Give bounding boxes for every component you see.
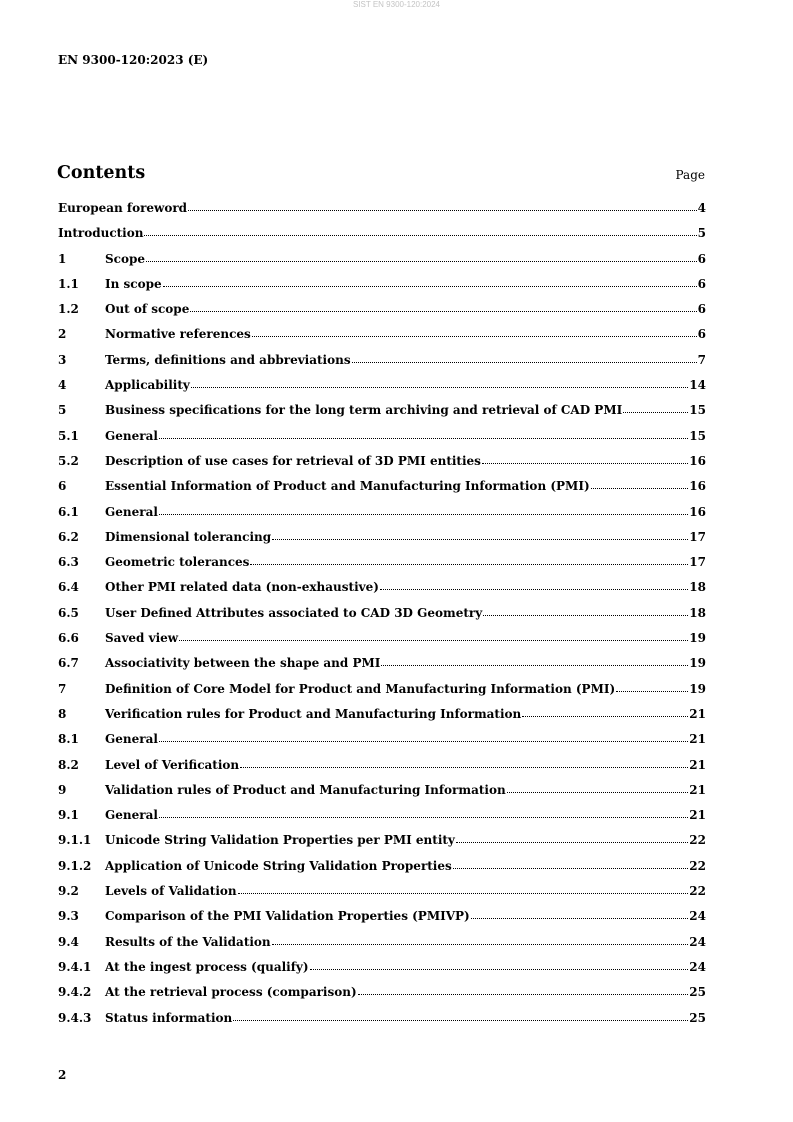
toc-leader-dots: [471, 917, 689, 919]
toc-leader-dots: [240, 766, 688, 768]
toc-entry-title: Definition of Core Model for Product and Manufacturing Information (PMI): [105, 681, 616, 696]
toc-entry-number: 9: [58, 782, 67, 797]
toc-entry[interactable]: [58, 479, 706, 504]
toc-leader-dots: [591, 487, 689, 489]
toc-entry-number: 7: [58, 681, 67, 696]
toc-entry-title: European foreword: [58, 201, 188, 215]
toc-leader-dots: [163, 285, 697, 287]
toc-entry-title: User Defined Attributes associated to CAD 3D Geometry: [105, 605, 483, 620]
toc-entry[interactable]: [58, 732, 706, 757]
toc-entry-title: Applicability: [105, 378, 190, 393]
toc-entry-number: 8.2: [58, 757, 79, 772]
toc-entry-number: 9.4.3: [58, 1010, 92, 1025]
toc-entry-title: Out of scope: [105, 302, 190, 317]
toc-leader-dots: [483, 614, 688, 616]
toc-leader-dots: [522, 715, 688, 717]
toc-entry-title: Results of the Validation: [105, 934, 271, 949]
toc-leader-dots: [456, 841, 688, 843]
toc-entry-page: 19: [689, 631, 706, 646]
toc-entry-number: 5.1: [58, 428, 79, 443]
toc-entry-title: Status information: [105, 1010, 233, 1025]
toc-entry-page: 24: [689, 959, 706, 974]
toc-entry-title: Introduction: [58, 226, 144, 241]
toc-entry-number: 9.2: [58, 884, 79, 899]
toc-entry[interactable]: [58, 884, 706, 909]
contents-title: Contents: [57, 163, 146, 183]
toc-entry-title: Other PMI related data (non-exhaustive): [105, 580, 379, 595]
page-column-label: Page: [675, 168, 705, 182]
toc-entry-number: 8: [58, 706, 67, 721]
toc-entry-number: 9.4.1: [58, 959, 92, 974]
toc-leader-dots: [146, 260, 697, 262]
toc-entry-page: 4: [697, 201, 706, 215]
toc-entry-title: Business specifications for the long term archiving and retrieval of CAD PMI: [105, 403, 623, 418]
toc-entry-page: 16: [689, 479, 706, 494]
toc-entry[interactable]: [58, 631, 706, 656]
toc-leader-dots: [250, 563, 688, 565]
toc-entry-number: 3: [58, 352, 67, 367]
toc-entry-number: 9.3: [58, 909, 79, 924]
toc-leader-dots: [272, 943, 689, 945]
toc-entry-number: 5.2: [58, 453, 79, 468]
toc-entry-title: Geometric tolerances: [105, 555, 250, 570]
toc-entry[interactable]: [58, 606, 706, 631]
toc-entry-title: Saved view: [105, 631, 179, 646]
toc-entry-title: Terms, definitions and abbreviations: [105, 352, 351, 367]
toc-entry[interactable]: [58, 758, 706, 783]
toc-entry-title: Verification rules for Product and Manufacturing Information: [105, 706, 522, 721]
toc-entry-number: 9.4.2: [58, 985, 92, 1000]
toc-entry[interactable]: [58, 353, 706, 378]
toc-entry-number: 8.1: [58, 732, 79, 747]
toc-entry-page: 22: [689, 833, 706, 848]
toc-entry[interactable]: [58, 707, 706, 732]
toc-entry-number: 6.1: [58, 504, 79, 519]
toc-leader-dots: [453, 867, 689, 869]
toc-entry-page: 6: [697, 302, 706, 317]
toc-entry-page: 22: [689, 858, 706, 873]
toc-entry-page: 17: [689, 529, 706, 544]
toc-leader-dots: [179, 639, 688, 641]
toc-entry[interactable]: [58, 783, 706, 808]
toc-entry-number: 9.1: [58, 808, 79, 823]
toc-entry-number: 1.2: [58, 302, 79, 317]
toc-entry-page: 25: [689, 1010, 706, 1025]
toc-entry-page: 15: [689, 403, 706, 418]
toc-entry-page: 14: [689, 378, 706, 393]
toc-entry-page: 21: [689, 808, 706, 823]
toc-leader-dots: [310, 968, 689, 970]
toc-entry-title: At the retrieval process (comparison): [105, 985, 357, 1000]
toc-leader-dots: [507, 791, 689, 793]
toc-entry-title: General: [105, 504, 158, 519]
toc-entry[interactable]: [58, 226, 706, 251]
toc-entry[interactable]: [58, 656, 706, 681]
toc-entry-title: Associativity between the shape and PMI: [105, 656, 381, 671]
toc-entry-page: 16: [689, 504, 706, 519]
toc-entry-number: 6: [58, 479, 67, 494]
toc-entry-title: Comparison of the PMI Validation Properties (PMIVP): [105, 909, 470, 924]
toc-entry[interactable]: [58, 454, 706, 479]
toc-entry-number: 9.1.1: [58, 833, 92, 848]
toc-entry-number: 9.4: [58, 934, 79, 949]
toc-entry[interactable]: [58, 327, 706, 352]
toc-leader-dots: [358, 993, 689, 995]
toc-entry[interactable]: [58, 277, 706, 302]
toc-entry[interactable]: [58, 909, 706, 934]
toc-entry[interactable]: [58, 833, 706, 858]
toc-entry-title: Levels of Validation: [105, 884, 237, 899]
toc-leader-dots: [159, 816, 688, 818]
toc-entry-title: Scope: [105, 251, 146, 266]
toc-entry-page: 15: [689, 428, 706, 443]
toc-entry[interactable]: [58, 808, 706, 833]
toc-entry-title: Description of use cases for retrieval of 3D PMI entities: [105, 453, 481, 468]
toc-entry-title: General: [105, 732, 158, 747]
toc-entry[interactable]: [58, 505, 706, 530]
toc-entry-page: 21: [689, 732, 706, 747]
toc-entry[interactable]: [58, 530, 706, 555]
toc-entry-page: 21: [689, 757, 706, 772]
toc-entry[interactable]: [58, 1011, 706, 1036]
toc-entry-title: Unicode String Validation Properties per PMI entity: [105, 833, 455, 848]
toc-leader-dots: [238, 892, 689, 894]
toc-entry[interactable]: [58, 201, 706, 226]
table-of-contents: [58, 201, 706, 1036]
toc-entry-title: At the ingest process (qualify): [105, 959, 309, 974]
toc-leader-dots: [159, 513, 688, 515]
toc-entry-page: 22: [689, 884, 706, 899]
toc-entry-page: 7: [697, 352, 706, 367]
toc-leader-dots: [144, 234, 696, 236]
toc-entry[interactable]: [58, 378, 706, 403]
toc-entry-page: 21: [689, 782, 706, 797]
toc-entry-number: 6.3: [58, 555, 79, 570]
toc-entry-page: 25: [689, 985, 706, 1000]
page-number: 2: [58, 1068, 67, 1082]
toc-entry-title: Normative references: [105, 327, 251, 342]
toc-entry-page: 6: [697, 276, 706, 291]
toc-leader-dots: [482, 462, 688, 464]
toc-entry[interactable]: [58, 429, 706, 454]
toc-entry-title: In scope: [105, 276, 162, 291]
toc-entry-title: Essential Information of Product and Manufacturing Information (PMI): [105, 479, 590, 494]
toc-leader-dots: [188, 209, 697, 211]
toc-entry-number: 6.6: [58, 631, 79, 646]
toc-entry-title: Validation rules of Product and Manufacturing Information: [105, 782, 506, 797]
toc-entry-page: 6: [697, 251, 706, 266]
document-id: EN 9300-120:2023 (E): [58, 53, 209, 67]
toc-entry-number: 2: [58, 327, 67, 342]
toc-entry-title: Application of Unicode String Validation Properties: [105, 858, 452, 873]
toc-leader-dots: [252, 335, 697, 337]
toc-entry-number: 6.5: [58, 605, 79, 620]
toc-entry[interactable]: [58, 935, 706, 960]
toc-leader-dots: [352, 361, 697, 363]
toc-entry-page: 19: [689, 656, 706, 671]
toc-entry[interactable]: [58, 580, 706, 605]
toc-entry-page: 18: [689, 605, 706, 620]
toc-entry-number: 9.1.2: [58, 858, 92, 873]
toc-entry-number: 5: [58, 403, 67, 418]
toc-leader-dots: [159, 740, 688, 742]
toc-leader-dots: [190, 310, 696, 312]
toc-entry-page: 5: [697, 226, 706, 241]
toc-entry[interactable]: [58, 252, 706, 277]
toc-entry-page: 6: [697, 327, 706, 342]
toc-leader-dots: [380, 588, 688, 590]
toc-leader-dots: [616, 690, 688, 692]
toc-entry-page: 21: [689, 706, 706, 721]
toc-entry-number: 1.1: [58, 276, 79, 291]
toc-entry[interactable]: [58, 302, 706, 327]
toc-entry-number: 6.7: [58, 656, 79, 671]
toc-entry-number: 1: [58, 251, 67, 266]
toc-entry-page: 24: [689, 909, 706, 924]
toc-entry[interactable]: [58, 555, 706, 580]
toc-entry-title: Dimensional tolerancing: [105, 529, 272, 544]
toc-entry-number: 4: [58, 378, 67, 393]
watermark: SIST EN 9300-120:2024: [352, 0, 441, 9]
toc-entry-number: 6.4: [58, 580, 79, 595]
toc-entry[interactable]: [58, 682, 706, 707]
toc-leader-dots: [159, 437, 688, 439]
toc-entry-page: 17: [689, 555, 706, 570]
toc-leader-dots: [233, 1019, 688, 1021]
toc-entry-page: 19: [689, 681, 706, 696]
toc-entry[interactable]: [58, 960, 706, 985]
toc-entry-page: 18: [689, 580, 706, 595]
toc-leader-dots: [623, 411, 688, 413]
toc-leader-dots: [381, 664, 688, 666]
toc-entry[interactable]: [58, 859, 706, 884]
toc-entry[interactable]: [58, 985, 706, 1010]
toc-leader-dots: [191, 386, 688, 388]
toc-entry-title: General: [105, 428, 158, 443]
toc-entry-title: Level of Verification: [105, 757, 240, 772]
toc-entry-title: General: [105, 808, 158, 823]
toc-leader-dots: [272, 538, 688, 540]
toc-entry-page: 24: [689, 934, 706, 949]
toc-entry-page: 16: [689, 453, 706, 468]
toc-entry[interactable]: [58, 403, 706, 428]
toc-entry-number: 6.2: [58, 529, 79, 544]
